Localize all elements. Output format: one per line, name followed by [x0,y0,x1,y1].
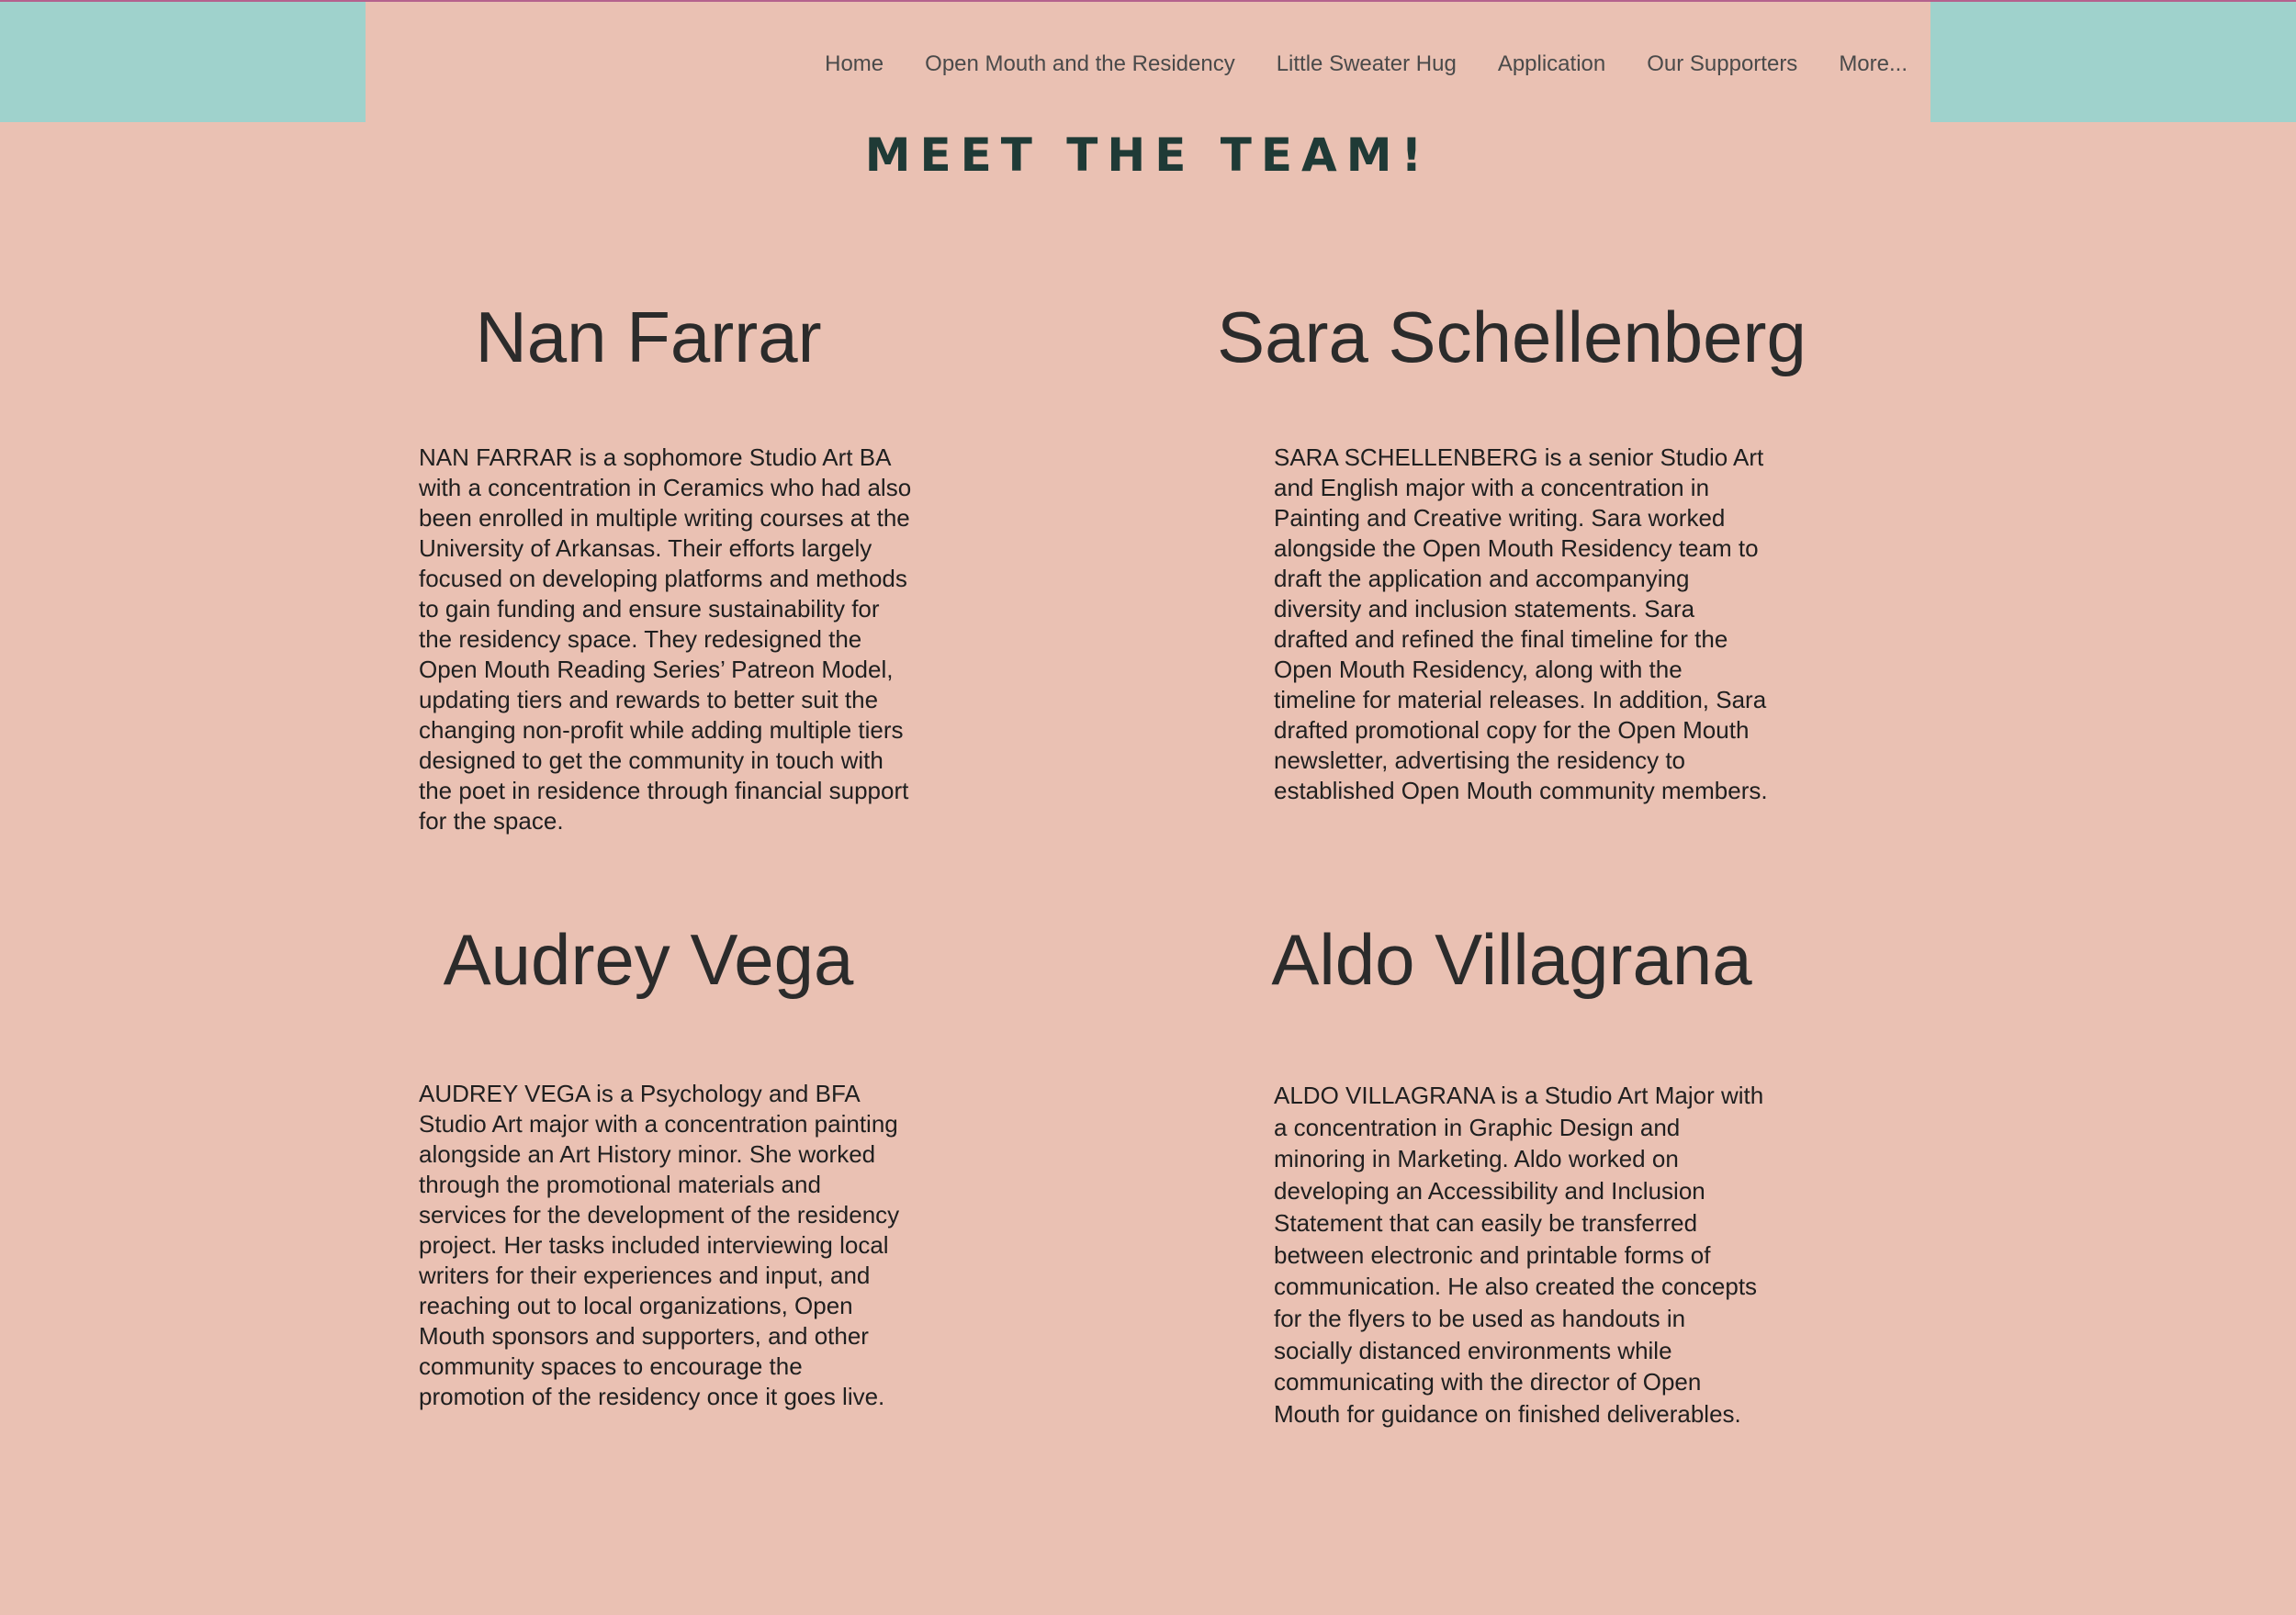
nav-home[interactable]: Home [825,51,884,76]
nav-open-mouth-residency[interactable]: Open Mouth and the Residency [925,51,1235,76]
nav-application[interactable]: Application [1497,51,1606,76]
member-name-audrey-vega: Audrey Vega [443,919,854,1000]
nav-more[interactable]: More... [1839,51,1908,76]
member-bio-nan-farrar: NAN FARRAR is a sophomore Studio Art BA with a concentration in Ceramics who had also been enrolled in multiple writing courses at the University of Arkansas. Their efforts largely focused on developing platforms and methods to gain funding and ensure sustainability for the residency space. They redesigned the Open Mouth Reading Series’ Patreon Model, updating tiers and rewards to better suit the changing non-profit while adding multiple tiers designed to get the community in touch with the poet in residence through financial support for the space. [419,443,912,835]
page-title: MEET THE TEAM! [864,129,1432,182]
member-bio-sara-schellenberg: SARA SCHELLENBERG is a senior Studio Art and English major with a concentration in Painting and Creative writing. Sara worked alongside the Open Mouth Residency team to draft the application and accompanying diversity and inclusion statements. Sara drafted and refined the final timeline for the Open Mouth Residency, along with the timeline for material releases. In addition, Sara drafted promotional copy for the Open Mouth newsletter, advertising the residency to established Open Mouth community members. [1274,443,1768,804]
member-name-aldo-villagrana: Aldo Villagrana [1271,919,1752,1000]
nav-little-sweater-hug[interactable]: Little Sweater Hug [1276,51,1457,76]
member-name-sara-schellenberg: Sara Schellenberg [1217,297,1806,377]
site-navigation [825,46,1908,83]
member-bio-aldo-villagrana: ALDO VILLAGRANA is a Studio Art Major with a concentration in Graphic Design and minoring in Marketing. Aldo worked on developing an Accessibility and Inclusion Statement that can easily be transferred between electronic and printable forms of communication. He also created the concepts for the flyers to be used as handouts in socially distanced environments while communicating with the director of Open Mouth for guidance on finished deliverables. [1274,1082,1764,1429]
header-teal-block-right [1930,2,2296,122]
header-teal-block-left [0,2,366,122]
member-bio-audrey-vega: AUDREY VEGA is a Psychology and BFA Studio Art major with a concentration painting alongside an Art History minor. She worked through the promotional materials and services for the development of the residency project. Her tasks included interviewing local writers for their experiences and input, and reaching out to local organizations, Open Mouth sponsors and supporters, and other community spaces to encourage the promotion of the residency once it goes live. [419,1080,900,1410]
nav-our-supporters[interactable]: Our Supporters [1647,51,1798,76]
member-name-nan-farrar: Nan Farrar [475,297,822,377]
